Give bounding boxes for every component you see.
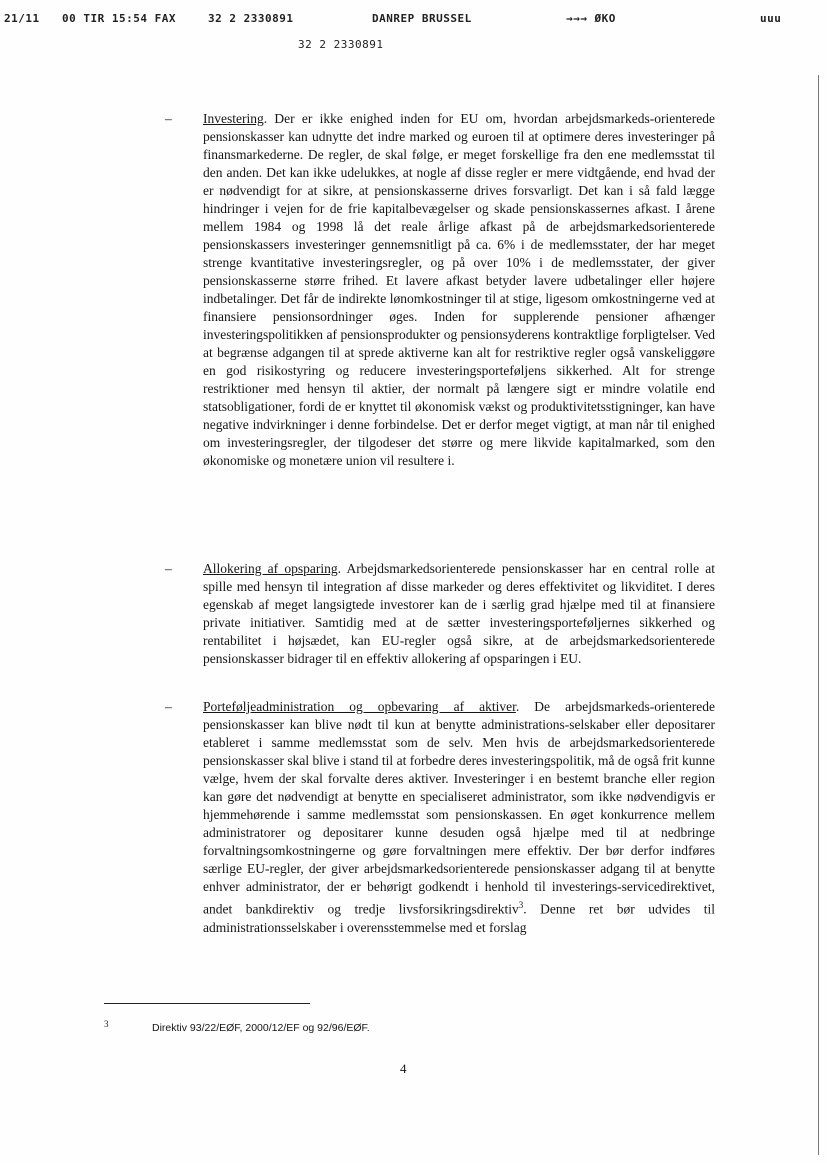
footnote-divider bbox=[104, 1003, 310, 1004]
fax-page-code: uuu bbox=[760, 12, 782, 25]
paragraph-allokering bbox=[203, 560, 715, 668]
paragraph-lead: Investering bbox=[203, 111, 264, 126]
fax-number: 32 2 2330891 bbox=[208, 12, 294, 25]
page-number: 4 bbox=[400, 1061, 407, 1076]
paragraph-portefoelje bbox=[203, 698, 715, 937]
list-dash: – bbox=[165, 561, 172, 576]
paragraph-text: . De arbejdsmarkeds-orienterede pensionskasser kan blive nødt til kun at benytte administrations-selskaber eller depositarer etableret i samme medlemsstat som de selv. Men hvis de arbejdsmarkedsorienterede pensionskasser skal blive i stand til at forbedre deres investeringspolitik, må de også frit kunne vælge, hvem der skal forvalte deres aktiver. Investeringer i en bestemt branche eller region kan gøre det nødvendigt at benytte en specialiseret administrator, som ikke nødvendigvis er hjemmehørende i samme medlemsstat som pensionskassen. En øget konkurrence mellem administratorer og depositarer kunne desuden også hjælpe med til at nedbringe forvaltningsomkostningerne og gøre forvaltningen mere effektiv. Der bør derfor indføres særlige EU-regler, der giver arbejdsmarkedsorienterede pensionskasser adgang til at benytte enhver administrator, der er behørigt godkendt i henhold til investerings-servicedirektivet, andet bankdirektiv og tredje livsforsikringsdirektiv bbox=[203, 699, 715, 917]
paragraph-lead: Porteføljeadministration og opbevaring af aktiver bbox=[203, 699, 516, 714]
fax-subheader: 32 2 2330891 bbox=[298, 38, 384, 51]
list-item bbox=[165, 110, 715, 470]
list-dash: – bbox=[165, 111, 172, 126]
fax-header bbox=[0, 10, 827, 32]
paragraph-text: . Arbejdsmarkedsorienterede pensionskasser har en central rolle at spille med hensyn til integration af disse markeder og deres effektivitet og likviditet. I deres egenskab af meget langsigtede investorer kan de i særlig grad hjælpe med til at finansiere private initiativer. Samtidig med at de sætter investeringsporteføljernes sikkerhed og rentabilitet i højsædet, kan EU-regler også sikre, at de arbejdsmarkedsorienterede pensionskasser bidrager til en effektiv allokering af opsparingen i EU. bbox=[203, 561, 715, 666]
fax-date: 21/11 bbox=[4, 12, 40, 25]
scan-edge-line bbox=[818, 75, 819, 1155]
list-item bbox=[165, 698, 715, 937]
fax-sender: DANREP BRUSSEL bbox=[372, 12, 472, 25]
paragraph-investering bbox=[203, 110, 715, 470]
paragraph-text: . Der er ikke enighed inden for EU om, hvordan arbejdsmarkeds-orienterede pensionskasser kan udnytte det indre marked og euroen til at optimere deres investeringer på finansmarkederne. De regler, de skal følge, er meget forskellige fra den ene medlemsstat til den anden. Det kan ikke udelukkes, at nogle af disse regler er mere vidtgående, end hvad der er nødvendigt for at sikre, at pensionskasserne drives forsvarligt. Det kan i så fald lægge hindringer i vejen for de frie kapitalbevægelser og skade pensionskassernes afkast. I årene mellem 1984 og 1998 lå det reale årlige afkast på de arbejdsmarkedsorienterede pensionskassers investeringer gennemsnitligt på ca. 6% i de medlemsstater, der har meget strenge kvantitative investeringsregler, og på over 10% i de medlemsstater, der giver pensionskasserne større frihed. Et lavere afkast betyder lavere udbetalinger eller højere indbetalinger. Det får de indirekte lønomkostninger til at stige, ligesom omkostningerne ved at finansiere pensionsordninger øges. Inden for supplerende pensioner afhænger investeringspolitikken af pensionsprodukter og pensionsyderens kontraktlige forpligtelser. Ved at begrænse adgangen til at sprede aktiverne kan alt for restriktive regler også vanskeliggøre en god risikostyring og reducere investeringsporteføljens sikkerhed. Alt for strenge restriktioner med hensyn til aktier, der normalt på længere sigt er mindre volatile end statsobligationer, fordi de er knyttet til økonomisk vækst og produktivitetsstigninger, kan have negative indvirkninger i denne forbindelse. Det er derfor meget vigtigt, at man når til enighed om investeringsregler, der tilgodeser det større og mere likvide kapitalmarked, som den økonomiske og monetære union vil resultere i. bbox=[203, 111, 715, 468]
list-item bbox=[165, 560, 715, 668]
fax-recipient: →→→ ØKO bbox=[566, 12, 616, 25]
fax-time: 00 TIR 15:54 FAX bbox=[62, 12, 176, 25]
paragraph-lead: Allokering af opsparing bbox=[203, 561, 338, 576]
footnote-text: Direktiv 93/22/EØF, 2000/12/EF og 92/96/EØF. bbox=[152, 1022, 370, 1034]
footnote-reference[interactable]: 3 bbox=[518, 900, 524, 910]
list-dash: – bbox=[165, 699, 172, 714]
paragraph-text-continued: . Denne ret bør udvides til administrationsselskaber i overensstemmelse med et forslag bbox=[203, 901, 715, 935]
footnote-mark: 3 bbox=[104, 1019, 109, 1029]
